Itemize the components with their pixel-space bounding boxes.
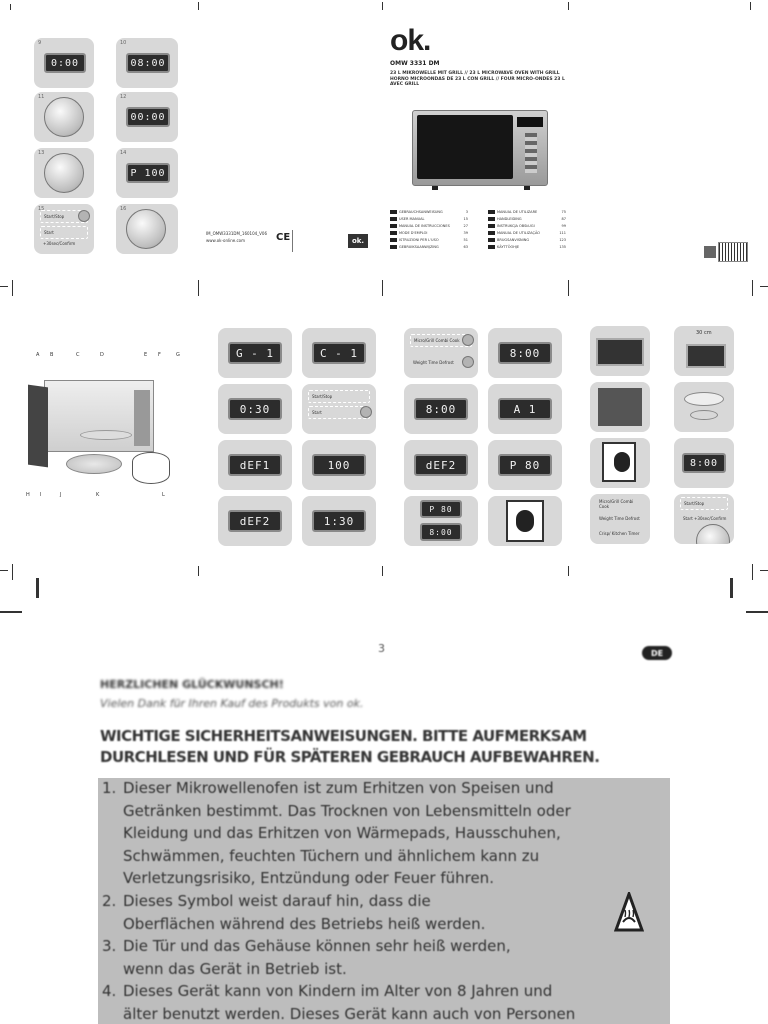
display-screen: 8:00 (498, 342, 552, 364)
language-flag-icon (390, 210, 397, 214)
crop-mark (198, 566, 199, 576)
display-screen: P 80 (498, 454, 552, 476)
safety-item-text: Dieses Gerät kann von Kindern im Alter von 8 Jahren und (123, 982, 553, 1001)
figure-panel (404, 496, 478, 546)
button-label-row: Start/Stop (308, 390, 370, 403)
figure-panel (590, 438, 650, 488)
microwave-foot (432, 186, 438, 190)
microwave-buttons (525, 133, 537, 173)
button-label-row: Weight Time Defrost (413, 360, 454, 365)
figure-panel (218, 384, 292, 434)
language-page: 15 (463, 217, 468, 221)
greeting-subtitle: Vielen Dank für Ihren Kauf des Produkts von ok. (100, 697, 364, 710)
display-figures (218, 328, 378, 548)
page-number: 3 (378, 642, 385, 655)
panel-button (462, 356, 474, 368)
hot-surface-warning-icon (614, 892, 644, 936)
language-flag-icon (488, 245, 495, 249)
brand-logo: ok. (390, 24, 431, 57)
language-label: GEBRUIKSAANWIJZING (399, 245, 439, 249)
language-label: ISTRUZIONI PER L'USO (399, 238, 439, 242)
display-screen: 8:00 (682, 453, 726, 473)
diagram-letter: B (50, 352, 54, 358)
microwave-inside (598, 388, 642, 426)
diagram-labels (36, 352, 186, 360)
figure-panel (302, 384, 376, 434)
recycle-icon (704, 246, 716, 258)
registration-mark (746, 611, 768, 613)
crop-mark (0, 570, 8, 571)
language-page: 75 (561, 210, 566, 214)
figure-panel (674, 438, 734, 488)
language-page: 123 (559, 238, 566, 242)
language-label: KÄYTTÖOHJE (497, 245, 520, 249)
language-label: MANUAL DE UTILIZAÇÃO (497, 231, 541, 235)
display-screen: 100 (312, 454, 366, 476)
diagram-letter: K (96, 492, 100, 498)
language-label: MANUAL DE INSTRUCCIONES (399, 224, 450, 228)
display-screen: 8:00 (420, 523, 462, 541)
crop-mark (198, 280, 199, 296)
crop-mark (12, 564, 13, 580)
language-entry (390, 217, 468, 221)
display-screen: A 1 (498, 398, 552, 420)
language-entry (390, 224, 468, 228)
microwave-thumbnail (596, 338, 644, 366)
language-page: 87 (561, 217, 566, 221)
language-label: MODE D'EMPLOI (399, 231, 428, 235)
diagram-labels (26, 492, 176, 500)
safety-item-text: Schwämmen, feuchten Tüchern und ähnlichem kann zu (123, 846, 540, 865)
figure-panel (590, 494, 650, 544)
diagram-letter: H (26, 492, 30, 498)
safety-item-text: älter benutzt werden. Dieses Gerät kann auch von Personen (123, 1005, 576, 1023)
diagram-letter: L (162, 492, 165, 498)
figure-panel (488, 440, 562, 490)
display-screen: G - 1 (228, 342, 282, 364)
crop-mark (750, 2, 751, 10)
display-screen: P 100 (126, 163, 170, 183)
display-screen: 0:00 (44, 53, 86, 73)
language-page: 27 (463, 224, 468, 228)
button-label-row: Start/Stop (40, 210, 88, 223)
figure-panel (590, 326, 650, 376)
crop-mark (760, 570, 768, 571)
plug-icon (614, 452, 630, 472)
figure-panel: 16 (116, 204, 178, 254)
dial-knob (696, 524, 730, 544)
safety-heading-line1: WICHTIGE SICHERHEITSANWEISUNGEN. BITTE AUFMERKSAM (100, 727, 587, 745)
safety-item-text: Verletzungsrisiko, Entzündung oder Feuer führen. (123, 869, 494, 888)
crop-mark (0, 286, 8, 287)
figure-panel (674, 326, 734, 376)
diagram-letter: A (36, 352, 40, 358)
language-label: INSTRUKCJA OBSŁUGI (497, 224, 535, 228)
language-entry (488, 231, 566, 235)
figure-panel: 14 P 100 (116, 148, 178, 198)
turntable (684, 392, 724, 406)
safety-item-text: Getränken bestimmt. Das Trocknen von Lebensmitteln oder (123, 801, 571, 820)
figure-panel (302, 328, 376, 378)
display-screen: 8:00 (414, 398, 468, 420)
grill-rack (132, 452, 170, 484)
distributor-address (292, 230, 342, 252)
crop-mark (568, 2, 569, 10)
language-flag-icon (390, 217, 397, 221)
language-label: GEBRAUCHSANWEISUNG (399, 210, 443, 214)
figure-panel (404, 384, 478, 434)
language-page: 111 (559, 231, 566, 235)
language-entry (390, 210, 468, 214)
display-screen: dEF2 (414, 454, 468, 476)
crop-mark (382, 566, 383, 576)
figure-panel (488, 496, 562, 546)
website: www.ok-online.com (206, 238, 246, 243)
display-screen: 08:00 (126, 53, 170, 73)
safety-item-text: Dieses Symbol weist darauf hin, dass die (123, 892, 431, 910)
safety-item-number: 3. (102, 937, 117, 956)
greeting-heading: HERZLICHEN GLÜCKWUNSCH! (100, 678, 284, 691)
dial-knob (44, 97, 84, 137)
figure-panel (404, 440, 478, 490)
display-screen: dEF1 (228, 454, 282, 476)
display-screen: 0:30 (228, 398, 282, 420)
figure-panel (674, 382, 734, 432)
microwave-door (417, 115, 513, 179)
language-entry (488, 245, 566, 249)
language-label: BRUGSANVISNING (497, 238, 530, 242)
figure-panel (218, 440, 292, 490)
plug-icon (516, 510, 534, 532)
language-page: 63 (463, 245, 468, 249)
language-page: 3 (465, 210, 468, 214)
crop-mark (12, 280, 13, 296)
doc-code: IM_OMW3331DM_160104_V06 (206, 231, 267, 236)
language-flag-icon (488, 231, 495, 235)
figure-panel (404, 328, 478, 378)
microwave-foot (524, 186, 530, 190)
panel-button (78, 210, 90, 222)
language-label: MANUAL DE UTILIZARE (497, 210, 538, 214)
language-flag-icon (488, 224, 495, 228)
panel-button (462, 334, 474, 346)
language-flag-icon (390, 231, 397, 235)
diagram-letter: D (100, 352, 104, 358)
crop-mark (568, 566, 569, 576)
language-flag-icon (390, 224, 397, 228)
crop-mark (752, 280, 753, 296)
button-label-row: Micro/Grill Combi Cook (599, 498, 634, 509)
figure-panel (218, 328, 292, 378)
safety-item-number: 4. (102, 982, 117, 1001)
figure-panel: 13 (34, 148, 94, 198)
crop-mark (382, 280, 383, 296)
registration-mark (36, 578, 39, 598)
microwave-display (517, 117, 543, 127)
clearance-label: 30 cm (696, 330, 712, 336)
figure-panel: 12 00:00 (116, 92, 178, 142)
figure-panel (218, 496, 292, 546)
language-entry (488, 224, 566, 228)
language-flag-icon (488, 238, 495, 242)
language-entry (488, 217, 566, 221)
turntable (80, 430, 132, 440)
display-figures (404, 328, 564, 548)
figure-panel (488, 328, 562, 378)
control-panel (134, 390, 150, 446)
language-entry (488, 238, 566, 242)
roller-ring (690, 410, 718, 420)
crop-mark (752, 564, 753, 580)
language-entry (390, 238, 468, 242)
figure-panel: 10 08:00 (116, 38, 178, 88)
language-label: HANDLEIDING (497, 217, 522, 221)
diagram-letter: C (76, 352, 80, 358)
safety-item-text: wenn das Gerät in Betrieb ist. (123, 959, 347, 978)
figure-panel (302, 440, 376, 490)
crop-mark (10, 4, 11, 10)
safety-heading-line2: DURCHLESEN UND FÜR SPÄTEREN GEBRAUCH AUFBEWAHREN. (100, 748, 600, 766)
open-door (28, 385, 48, 468)
safety-item-text: Dieser Mikrowellenofen ist zum Erhitzen von Speisen und (123, 779, 554, 797)
figure-panel: 9 0:00 (34, 38, 94, 88)
language-label: USER MANUAL (399, 217, 425, 221)
language-flag-icon (488, 217, 495, 221)
button-label-row: Start (40, 226, 88, 239)
display-screen: 1:30 (312, 510, 366, 532)
language-entry (390, 231, 468, 235)
diagram-letter: F (158, 352, 161, 358)
figure-panel (488, 384, 562, 434)
diagram-letter: J (60, 492, 62, 498)
safety-item-text: Die Tür und das Gehäuse können sehr heiß werden, (123, 937, 511, 956)
button-label-row: Start (308, 406, 370, 419)
button-label-row: Micro/Grill Combi Cook (410, 334, 472, 347)
microwave-illustration (412, 110, 548, 186)
figure-panel (590, 382, 650, 432)
language-page: 99 (561, 224, 566, 228)
display-screen: 00:00 (126, 107, 170, 127)
crop-mark (760, 286, 768, 287)
button-label-row: Weight Time Defrost (599, 516, 640, 521)
language-flag-icon (390, 245, 397, 249)
figure-panel (674, 494, 734, 544)
diagram-letter: E (144, 352, 148, 358)
model-number: OMW 3331 DM (390, 60, 440, 67)
language-page: 135 (559, 245, 566, 249)
ok-badge: ok. (348, 234, 368, 248)
registration-mark (730, 578, 733, 598)
product-description: 23 L MIKROWELLE MIT GRILL // 23 L MICROWAVE OVEN WITH GRILL HORNO MICROONDAS DE 23 L CON GRILL // FOUR MICRO-ONDES 23 L AVEC GRILL (390, 71, 565, 88)
figure-panel (302, 496, 376, 546)
safety-item-text: Oberflächen während des Betriebs heiß werden. (123, 914, 486, 933)
language-page: 39 (463, 231, 468, 235)
display-screen: dEF2 (228, 510, 282, 532)
language-flag-icon (390, 238, 397, 242)
glass-tray (66, 454, 122, 474)
button-label-row: +30sec/Confirm (43, 241, 76, 246)
microwave-thumbnail (686, 344, 726, 368)
button-label-row: Start +30sec/Confirm (683, 516, 727, 521)
dial-knob (126, 209, 166, 249)
dial-knob (44, 153, 84, 193)
crop-mark (382, 2, 383, 10)
language-entry (390, 245, 468, 249)
crop-mark (568, 280, 569, 296)
button-label-row: Crisp/ Kitchen Timer (599, 531, 640, 536)
language-page: 51 (463, 238, 468, 242)
display-screen: C - 1 (312, 342, 366, 364)
safety-item-number: 1. (102, 779, 117, 797)
language-badge: DE (642, 646, 672, 660)
button-label-row: Start/Stop (680, 497, 728, 510)
diagram-letter: G (176, 352, 180, 358)
crop-mark (198, 2, 199, 10)
language-flag-icon (488, 210, 495, 214)
figure-panel: 15 Start/Stop Start +30sec/Confirm (34, 204, 94, 254)
diagram-letter: I (40, 492, 42, 498)
panel-button (360, 406, 372, 418)
safety-item-text: Kleidung und das Erhitzen von Wärmepads, Hausschuhen, (123, 824, 561, 843)
registration-mark (0, 611, 22, 613)
language-entry (488, 210, 566, 214)
safety-item-number: 2. (102, 892, 117, 910)
barcode-label (718, 242, 748, 262)
ce-mark: CE (276, 232, 291, 243)
figure-panel: 11 (34, 92, 94, 142)
display-screen: P 80 (420, 500, 462, 518)
